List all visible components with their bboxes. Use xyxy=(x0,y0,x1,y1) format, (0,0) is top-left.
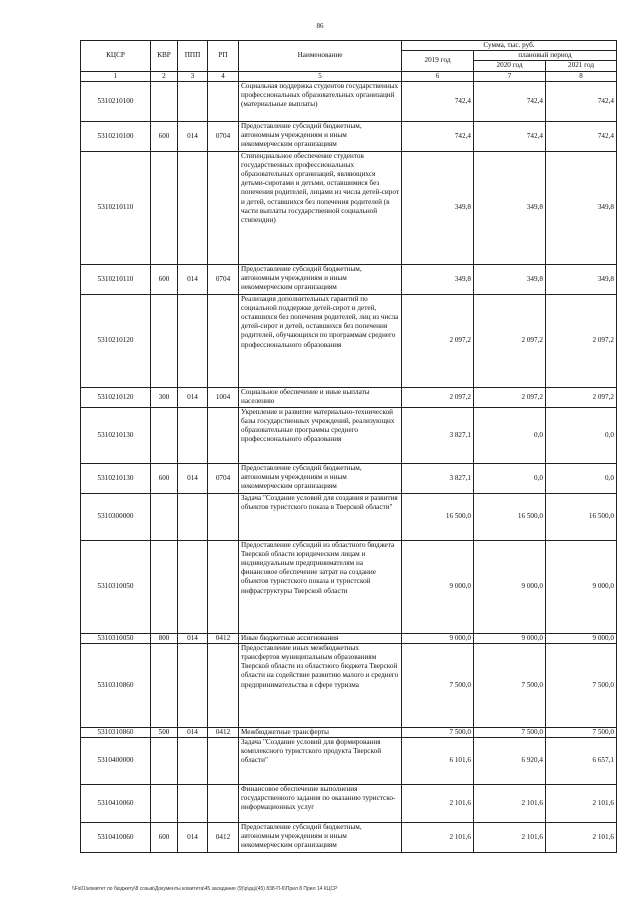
amount-2019-cell: 2 101,6 xyxy=(402,785,474,823)
ppp-cell: 014 xyxy=(178,387,208,407)
name-cell: Предоставление иных межбюджетных трансфертов муниципальным образованиям Тверской области из областного бюджета Тверской области на содействие развитию малого и среднего предпринимательства в сфере туризма xyxy=(239,643,402,727)
rp-cell: 0704 xyxy=(208,121,239,151)
kcsr-cell: 5310310860 xyxy=(81,727,151,737)
kcsr-cell: 5310210110 xyxy=(81,151,151,264)
ppp-cell: 014 xyxy=(178,727,208,737)
name-cell: Межбюджетные трансферты xyxy=(239,727,402,737)
column-index: 1 xyxy=(81,71,151,81)
kcsr-cell: 5310310050 xyxy=(81,540,151,633)
amount-2021-cell: 2 097,2 xyxy=(546,387,617,407)
ppp-cell: 014 xyxy=(178,463,208,493)
name-cell: Предоставление субсидий бюджетным, автономным учреждениям и иным некоммерческим организациям xyxy=(239,823,402,853)
amount-2021-cell: 742,4 xyxy=(546,121,617,151)
page-number: 86 xyxy=(316,22,324,30)
amount-2019-cell: 3 827,1 xyxy=(402,407,474,463)
kvr-cell xyxy=(151,540,178,633)
table-row xyxy=(81,643,617,727)
amount-2020-cell: 6 920,4 xyxy=(474,738,546,785)
amount-2020-cell: 2 101,6 xyxy=(474,823,546,853)
table-row xyxy=(81,81,617,121)
kvr-cell xyxy=(151,785,178,823)
table-row xyxy=(81,540,617,633)
ppp-cell: 014 xyxy=(178,823,208,853)
kvr-cell: 600 xyxy=(151,463,178,493)
amount-2021-cell: 7 500,0 xyxy=(546,727,617,737)
kvr-cell: 500 xyxy=(151,727,178,737)
amount-2020-cell: 2 097,2 xyxy=(474,294,546,387)
budget-table xyxy=(80,40,617,853)
table-row xyxy=(81,121,617,151)
amount-2021-cell: 2 101,6 xyxy=(546,785,617,823)
amount-2020-cell: 2 101,6 xyxy=(474,785,546,823)
amount-2020-cell: 349,8 xyxy=(474,151,546,264)
ppp-cell xyxy=(178,81,208,121)
rp-cell xyxy=(208,738,239,785)
kvr-cell xyxy=(151,738,178,785)
rp-cell xyxy=(208,294,239,387)
rp-cell xyxy=(208,81,239,121)
table-row xyxy=(81,633,617,643)
kcsr-cell: 5310310050 xyxy=(81,633,151,643)
amount-2019-cell: 742,4 xyxy=(402,121,474,151)
rp-cell xyxy=(208,151,239,264)
ppp-cell xyxy=(178,540,208,633)
header-year-2020: 2020 год xyxy=(474,61,546,71)
kcsr-cell: 5310310860 xyxy=(81,643,151,727)
rp-cell: 1004 xyxy=(208,387,239,407)
kcsr-cell: 5310210130 xyxy=(81,463,151,493)
kvr-cell: 600 xyxy=(151,121,178,151)
kcsr-cell: 5310210130 xyxy=(81,407,151,463)
header-year-2019: 2019 год xyxy=(402,51,474,71)
amount-2021-cell: 2 101,6 xyxy=(546,823,617,853)
name-cell: Иные бюджетные ассигнования xyxy=(239,633,402,643)
kvr-cell: 600 xyxy=(151,264,178,294)
kvr-cell xyxy=(151,294,178,387)
amount-2021-cell: 742,4 xyxy=(546,81,617,121)
column-index: 8 xyxy=(546,71,617,81)
amount-2020-cell: 742,4 xyxy=(474,81,546,121)
amount-2021-cell: 6 657,1 xyxy=(546,738,617,785)
amount-2021-cell: 349,8 xyxy=(546,151,617,264)
amount-2021-cell: 16 500,0 xyxy=(546,493,617,540)
rp-cell xyxy=(208,643,239,727)
amount-2020-cell: 349,8 xyxy=(474,264,546,294)
kcsr-cell: 5310210100 xyxy=(81,81,151,121)
kcsr-cell: 5310210100 xyxy=(81,121,151,151)
amount-2019-cell: 3 827,1 xyxy=(402,463,474,493)
amount-2019-cell: 2 097,2 xyxy=(402,294,474,387)
name-cell: Реализация дополнительных гарантий по социальной поддержке детей-сирот и детей, оставшихся без попечения родителей, лиц из числа детей-сирот и детей, оставшихся без попечения родителей, обучающихся по программам среднего профессионального образования xyxy=(239,294,402,387)
ppp-cell: 014 xyxy=(178,633,208,643)
name-cell: Задача "Создание условий для формирования комплексного туристского продукта Тверской области" xyxy=(239,738,402,785)
table-row xyxy=(81,493,617,540)
kvr-cell: 300 xyxy=(151,387,178,407)
name-cell: Социальная поддержка студентов государственных профессиональных образовательных организаций (материальные выплаты) xyxy=(239,81,402,121)
kvr-cell xyxy=(151,151,178,264)
rp-cell: 0412 xyxy=(208,633,239,643)
column-index: 5 xyxy=(239,71,402,81)
table-row xyxy=(81,785,617,823)
name-cell: Стипендиальное обеспечение студентов государственных профессиональных образовательных организаций, являющихся детьми-сиротами и детьми, оставшимися без попечения родителей, лицами из числа детей-сирот и детей, оставшихся без попечения родителей (в части выплаты государственной социальной стипендии) xyxy=(239,151,402,264)
header-year-2021: 2021 год xyxy=(546,61,617,71)
amount-2019-cell: 7 500,0 xyxy=(402,643,474,727)
amount-2021-cell: 9 000,0 xyxy=(546,633,617,643)
amount-2020-cell: 0,0 xyxy=(474,407,546,463)
amount-2020-cell: 0,0 xyxy=(474,463,546,493)
amount-2019-cell: 6 101,6 xyxy=(402,738,474,785)
rp-cell: 0412 xyxy=(208,727,239,737)
name-cell: Укрепление и развитие материально-технической базы государственных учреждений, реализующих образовательные программы среднего профессионального образования xyxy=(239,407,402,463)
rp-cell xyxy=(208,785,239,823)
column-index: 6 xyxy=(402,71,474,81)
amount-2021-cell: 349,8 xyxy=(546,264,617,294)
amount-2019-cell: 2 101,6 xyxy=(402,823,474,853)
kcsr-cell: 5310210120 xyxy=(81,387,151,407)
amount-2021-cell: 0,0 xyxy=(546,407,617,463)
amount-2019-cell: 349,8 xyxy=(402,151,474,264)
table-header xyxy=(81,41,617,82)
ppp-cell: 014 xyxy=(178,264,208,294)
amount-2019-cell: 9 000,0 xyxy=(402,540,474,633)
column-index: 3 xyxy=(178,71,208,81)
kvr-cell xyxy=(151,81,178,121)
name-cell: Финансовое обеспечение выполнения государственного задания по оказанию туристско-информационных услуг xyxy=(239,785,402,823)
table-row xyxy=(81,264,617,294)
kcsr-cell: 5310210110 xyxy=(81,264,151,294)
kvr-cell xyxy=(151,407,178,463)
column-index: 4 xyxy=(208,71,239,81)
name-cell: Предоставление субсидий бюджетным, автономным учреждениям и иным некоммерческим организациям xyxy=(239,463,402,493)
kvr-cell xyxy=(151,643,178,727)
header-kvr: КВР xyxy=(151,41,178,72)
header-ppp: ППП xyxy=(178,41,208,72)
name-cell: Социальное обеспечение и иные выплаты населению xyxy=(239,387,402,407)
ppp-cell xyxy=(178,151,208,264)
rp-cell xyxy=(208,540,239,633)
kvr-cell: 600 xyxy=(151,823,178,853)
header-planned-period: плановый период xyxy=(474,51,617,61)
table-row xyxy=(81,727,617,737)
ppp-cell xyxy=(178,738,208,785)
table-body xyxy=(81,81,617,852)
rp-cell xyxy=(208,407,239,463)
kcsr-cell: 5310300000 xyxy=(81,493,151,540)
name-cell: Предоставление субсидий бюджетным, автономным учреждениям и иным некоммерческим организациям xyxy=(239,121,402,151)
amount-2020-cell: 9 000,0 xyxy=(474,633,546,643)
amount-2020-cell: 9 000,0 xyxy=(474,540,546,633)
table-row xyxy=(81,294,617,387)
amount-2019-cell: 742,4 xyxy=(402,81,474,121)
amount-2020-cell: 16 500,0 xyxy=(474,493,546,540)
table-row xyxy=(81,823,617,853)
amount-2020-cell: 7 500,0 xyxy=(474,643,546,727)
ppp-cell: 014 xyxy=(178,121,208,151)
amount-2020-cell: 7 500,0 xyxy=(474,727,546,737)
kcsr-cell: 5310400000 xyxy=(81,738,151,785)
column-index: 2 xyxy=(151,71,178,81)
amount-2019-cell: 7 500,0 xyxy=(402,727,474,737)
kcsr-cell: 5310410060 xyxy=(81,823,151,853)
ppp-cell xyxy=(178,493,208,540)
ppp-cell xyxy=(178,407,208,463)
column-index: 7 xyxy=(474,71,546,81)
amount-2021-cell: 2 097,2 xyxy=(546,294,617,387)
table-row xyxy=(81,463,617,493)
name-cell: Предоставление субсидий бюджетным, автономным учреждениям и иным некоммерческим организациям xyxy=(239,264,402,294)
ppp-cell xyxy=(178,785,208,823)
amount-2021-cell: 7 500,0 xyxy=(546,643,617,727)
amount-2020-cell: 742,4 xyxy=(474,121,546,151)
header-kcsr: КЦСР xyxy=(81,41,151,72)
table-row xyxy=(81,407,617,463)
table-row xyxy=(81,738,617,785)
file-path-footer: \\Fs01\комитет по бюджету\8 созыв\Документы комитета\45 заседание (9)\р\дц\(45) 838-П-6\Прил 8 Прил 14 КЦСР xyxy=(72,886,338,892)
kcsr-cell: 5310210120 xyxy=(81,294,151,387)
rp-cell xyxy=(208,493,239,540)
kvr-cell: 800 xyxy=(151,633,178,643)
ppp-cell xyxy=(178,294,208,387)
header-name: Наименование xyxy=(239,41,402,72)
rp-cell: 0704 xyxy=(208,264,239,294)
amount-2021-cell: 9 000,0 xyxy=(546,540,617,633)
name-cell: Задача "Создание условий для создания и развития объектов туристского показа в Тверской области" xyxy=(239,493,402,540)
header-rp: РП xyxy=(208,41,239,72)
amount-2021-cell: 0,0 xyxy=(546,463,617,493)
name-cell: Предоставление субсидий из областного бюджета Тверской области юридическим лицам и индивидуальным предпринимателям на финансовое обеспечение затрат на создание объектов туристского показа и туристской инфраструктуры Тверской области xyxy=(239,540,402,633)
amount-2019-cell: 9 000,0 xyxy=(402,633,474,643)
amount-2019-cell: 2 097,2 xyxy=(402,387,474,407)
amount-2020-cell: 2 097,2 xyxy=(474,387,546,407)
amount-2019-cell: 349,8 xyxy=(402,264,474,294)
table-row xyxy=(81,387,617,407)
rp-cell: 0704 xyxy=(208,463,239,493)
rp-cell: 0412 xyxy=(208,823,239,853)
ppp-cell xyxy=(178,643,208,727)
header-sum: Сумма, тыс. руб. xyxy=(402,41,617,51)
amount-2019-cell: 16 500,0 xyxy=(402,493,474,540)
table-row xyxy=(81,151,617,264)
kvr-cell xyxy=(151,493,178,540)
kcsr-cell: 5310410060 xyxy=(81,785,151,823)
